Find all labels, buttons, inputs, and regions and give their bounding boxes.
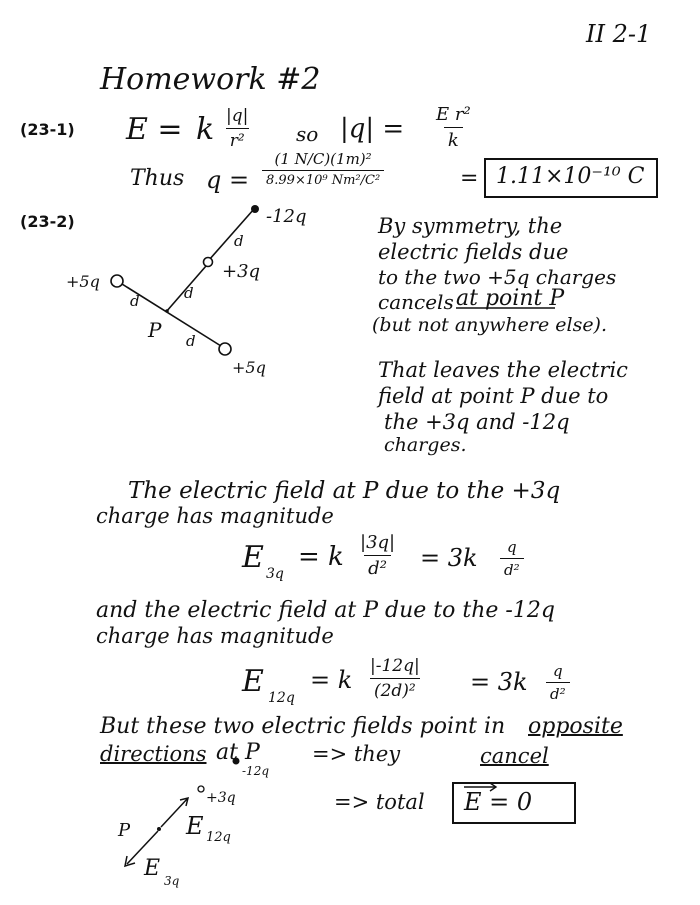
diagram-label-plus5q-left: +5q xyxy=(66,272,100,291)
p1-fraction-1-num: |q| xyxy=(226,106,249,126)
diagram-label-point-p: P xyxy=(148,318,162,342)
p1-fraction-1-den: r² xyxy=(226,128,249,151)
vector-charge-dot xyxy=(198,786,204,792)
conclusion-line-2d: cancel xyxy=(480,744,549,768)
symmetry-line-4b: at point P xyxy=(456,286,565,311)
p1-fraction-3-den: 8.99×10⁹ Nm²/C² xyxy=(262,170,384,188)
eq3-rden: d² xyxy=(500,558,524,579)
p1-thus: Thus xyxy=(130,166,185,191)
field12-line-1: and the electric field at P due to the -12q xyxy=(96,598,555,623)
leaves-line-1: That leaves the electric xyxy=(378,358,628,382)
eq3-rhs-fraction xyxy=(500,538,524,579)
p1-so: so xyxy=(296,122,319,146)
leaves-line-2: field at point P due to xyxy=(378,384,609,408)
conclusion-sub-charge: -12q xyxy=(242,764,270,778)
diagram-label-d3: d xyxy=(130,292,140,310)
p1-q: |q| = xyxy=(340,114,405,144)
eq3-rhs: = 3k xyxy=(420,544,478,572)
eq12-lhs: E xyxy=(242,664,264,699)
p1-q2: q = xyxy=(206,166,250,194)
leaves-line-4: charges. xyxy=(384,434,467,456)
problem-label-23-2: (23-2) xyxy=(20,212,75,231)
vector-label-point: P xyxy=(118,820,131,841)
eq12-eq: = k xyxy=(310,666,353,694)
diagram-label-d1: d xyxy=(234,232,244,250)
vector-label-charge: +3q xyxy=(206,790,236,806)
eq3-den: d² xyxy=(364,555,391,579)
conclusion-line-1b: opposite xyxy=(528,714,623,739)
symmetry-line-1: By symmetry, the xyxy=(378,214,563,238)
eq12-fraction xyxy=(366,656,424,701)
diagram-label-d4: d xyxy=(186,332,196,350)
eq12-rnum: q xyxy=(553,662,563,680)
answer-value-2: E = 0 xyxy=(464,788,533,816)
diagram-label-plus5q-right: +5q xyxy=(232,358,266,377)
eq12-rden: d² xyxy=(546,682,570,703)
charge-plus5q-right xyxy=(219,343,231,355)
symmetry-line-2: electric fields due xyxy=(378,240,569,264)
eq12-sub: 12q xyxy=(268,690,295,706)
charge-minus12q xyxy=(251,205,259,213)
diagram-label-plus3q: +3q xyxy=(222,261,261,282)
p1-equals: = xyxy=(460,166,479,191)
diagram-label-d2: d xyxy=(184,284,194,302)
p1-lhs: E = xyxy=(126,112,183,147)
field3-line-2: charge has magnitude xyxy=(96,504,334,528)
problem-label-23-1: (23-1) xyxy=(20,120,75,139)
eq3-num: |3q| xyxy=(360,532,396,553)
p1-fraction-2-den: k xyxy=(444,127,463,151)
charge-plus5q-left xyxy=(111,275,123,287)
symmetry-line-3: to the two +5q charges xyxy=(378,265,617,289)
field3-line-1: The electric field at P due to the +3q xyxy=(128,478,561,504)
symmetry-line-5: (but not anywhere else). xyxy=(372,314,608,336)
vector-point-dot xyxy=(157,827,161,831)
p1-k: k xyxy=(196,112,215,147)
vector-label-e12: E xyxy=(186,812,204,840)
eq12-den: (2d)² xyxy=(370,678,420,701)
eq3-eq: = k xyxy=(298,542,344,572)
page-number: II 2-1 xyxy=(586,20,652,48)
eq12-rhs: = 3k xyxy=(470,668,528,696)
diagram-label-minus12q: -12q xyxy=(266,206,307,227)
eq3-fraction xyxy=(356,532,399,579)
eq3-sub: 3q xyxy=(266,566,284,582)
point-p-dot xyxy=(165,309,169,313)
conclusion-line-2b: at P xyxy=(216,740,260,765)
vector-label-e3: E xyxy=(144,856,161,881)
vector-label-e3-sub: 3q xyxy=(164,874,180,888)
page-title: Homework #2 xyxy=(100,62,321,97)
leaves-line-3: the +3q and -12q xyxy=(384,410,570,434)
p1-fraction-3-num: (1 N/C)(1m)² xyxy=(274,150,372,168)
eq12-num: |-12q| xyxy=(370,656,420,676)
charge-plus3q xyxy=(204,258,213,267)
conclusion-total: => total xyxy=(334,790,425,814)
p1-fraction-2-num: E r² xyxy=(436,104,471,125)
vector-label-e12-sub: 12q xyxy=(206,830,231,845)
conclusion-line-2c: => they xyxy=(312,742,401,766)
eq3-lhs: E xyxy=(242,540,264,575)
symmetry-line-4a: cancels xyxy=(378,290,454,314)
answer-value-1: 1.11×10⁻¹⁰ C xyxy=(496,164,645,189)
eq12-rhs-fraction xyxy=(546,662,570,703)
eq3-rnum: q xyxy=(507,538,517,556)
conclusion-line-1a: But these two electric fields point in xyxy=(100,714,506,739)
field12-line-2: charge has magnitude xyxy=(96,624,334,648)
conclusion-line-2a: directions xyxy=(100,742,207,766)
